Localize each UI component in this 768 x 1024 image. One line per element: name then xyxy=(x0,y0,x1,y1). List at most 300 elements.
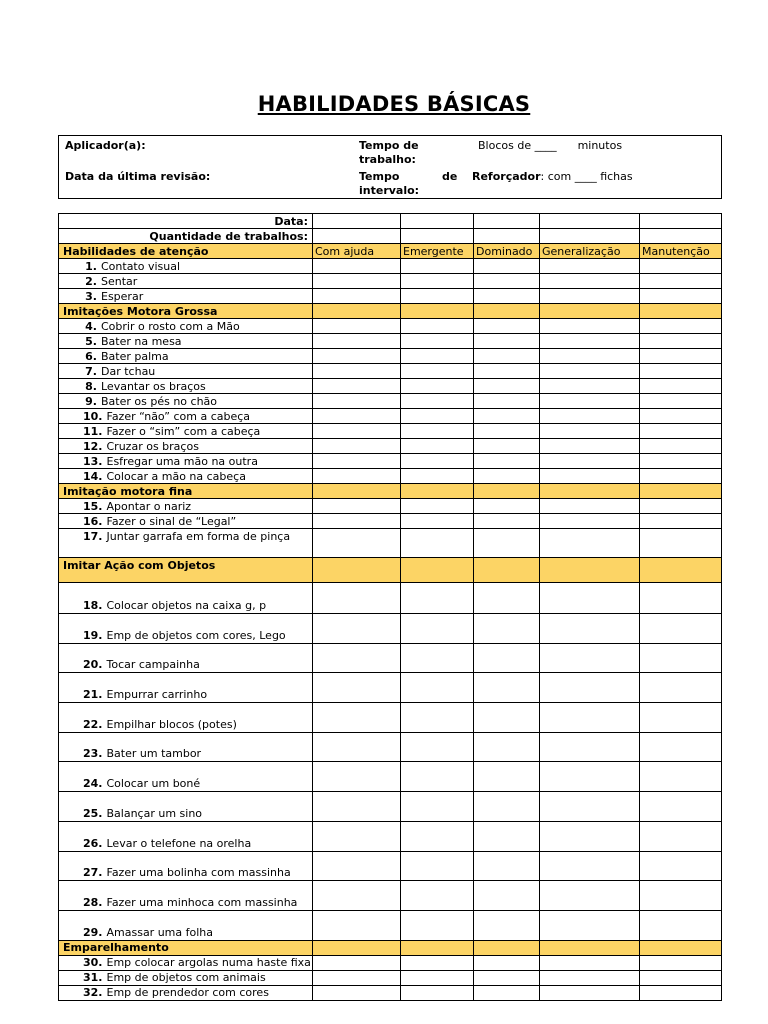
score-cell xyxy=(401,409,474,424)
skill-number: 14. xyxy=(83,469,103,483)
skill-label xyxy=(59,583,313,614)
table-row xyxy=(59,583,722,614)
score-cell xyxy=(640,732,722,762)
table-row xyxy=(59,643,722,673)
tempo-intervalo-label-b: de xyxy=(442,170,458,183)
score-cell xyxy=(640,424,722,439)
skill-label xyxy=(59,985,313,1000)
score-cell xyxy=(313,394,401,409)
skill-text: Fazer o “sim” com a cabeça xyxy=(106,424,261,438)
skill-text: Empurrar carrinho xyxy=(106,688,208,702)
table-row xyxy=(59,409,722,424)
score-cell xyxy=(640,514,722,529)
table-row xyxy=(59,499,722,514)
skill-number: 8. xyxy=(85,379,97,393)
score-cell xyxy=(401,910,474,940)
score-cell xyxy=(401,274,474,289)
score-cell xyxy=(540,349,640,364)
skill-number: 30. xyxy=(83,956,103,970)
skill-label xyxy=(59,274,313,289)
skill-text: Cruzar os braços xyxy=(106,439,199,453)
section-emparelhamento xyxy=(59,940,722,955)
score-cell xyxy=(540,484,640,499)
score-cell xyxy=(640,583,722,614)
score-cell xyxy=(540,583,640,614)
score-cell xyxy=(640,274,722,289)
score-cell xyxy=(401,529,474,558)
data-revisao-label: Data da última revisão: xyxy=(65,170,211,183)
table-row xyxy=(59,469,722,484)
score-cell xyxy=(313,379,401,394)
score-cell xyxy=(401,499,474,514)
skill-text: Bater palma xyxy=(101,349,169,363)
tempo-intervalo-label-c: intervalo: xyxy=(359,184,420,197)
table-row xyxy=(59,955,722,970)
table-row xyxy=(59,514,722,529)
score-cell xyxy=(474,762,540,792)
table-row xyxy=(59,274,722,289)
score-cell xyxy=(401,732,474,762)
skill-text: Levantar os braços xyxy=(101,379,206,393)
score-cell xyxy=(401,379,474,394)
score-cell xyxy=(474,703,540,733)
skill-text: Apontar o nariz xyxy=(106,499,192,513)
column-header: Com ajuda xyxy=(313,244,401,259)
score-cell xyxy=(540,558,640,583)
score-cell xyxy=(540,229,640,244)
skill-text: Contato visual xyxy=(101,259,181,273)
score-cell xyxy=(401,703,474,733)
score-cell xyxy=(640,439,722,454)
table-row xyxy=(59,910,722,940)
score-cell xyxy=(313,851,401,881)
score-cell xyxy=(313,499,401,514)
score-cell xyxy=(401,821,474,851)
table-row xyxy=(59,762,722,792)
score-cell xyxy=(401,229,474,244)
score-cell xyxy=(401,394,474,409)
score-cell xyxy=(540,703,640,733)
skill-number: 25. xyxy=(83,806,103,820)
score-cell xyxy=(474,274,540,289)
skill-number: 27. xyxy=(83,866,103,880)
score-cell xyxy=(401,851,474,881)
score-cell xyxy=(640,379,722,394)
column-header: Generalização xyxy=(540,244,640,259)
skill-text: Bater os pés no chão xyxy=(101,394,218,408)
section-label: Imitações Motora Grossa xyxy=(59,304,313,319)
score-cell xyxy=(540,364,640,379)
skill-number: 1. xyxy=(85,259,97,273)
skill-number: 17. xyxy=(83,530,103,543)
score-cell xyxy=(474,229,540,244)
score-cell xyxy=(540,955,640,970)
section-label: Imitar Ação com Objetos xyxy=(59,558,313,583)
table-row xyxy=(59,614,722,644)
table-row xyxy=(59,379,722,394)
score-cell xyxy=(401,955,474,970)
reforcador-label: Reforçador xyxy=(472,170,541,183)
score-cell xyxy=(540,940,640,955)
header-info-box xyxy=(58,135,722,199)
score-cell xyxy=(313,469,401,484)
skill-number: 6. xyxy=(85,349,97,363)
section-acao-objetos xyxy=(59,558,722,583)
skill-number: 9. xyxy=(85,394,97,408)
row-quantidade xyxy=(59,229,722,244)
column-header: Dominado xyxy=(474,244,540,259)
score-cell xyxy=(313,229,401,244)
skill-label xyxy=(59,364,313,379)
score-cell xyxy=(540,910,640,940)
score-cell xyxy=(474,558,540,583)
table-row xyxy=(59,364,722,379)
skill-label xyxy=(59,732,313,762)
score-cell xyxy=(474,792,540,822)
score-cell xyxy=(540,499,640,514)
score-cell xyxy=(401,304,474,319)
reforcador-text: : com ____ fichas xyxy=(540,170,633,183)
skill-label xyxy=(59,529,313,558)
tempo-trabalho-label: Tempo de trabalho: xyxy=(359,139,419,166)
skill-text: Empilhar blocos (potes) xyxy=(106,717,237,731)
skill-text: Cobrir o rosto com a Mão xyxy=(101,319,240,333)
score-cell xyxy=(474,529,540,558)
section-motora-fina xyxy=(59,484,722,499)
score-cell xyxy=(313,985,401,1000)
score-cell xyxy=(401,439,474,454)
skill-number: 16. xyxy=(83,514,103,528)
score-cell xyxy=(640,319,722,334)
skill-number: 21. xyxy=(83,688,103,702)
score-cell xyxy=(313,643,401,673)
score-cell xyxy=(313,214,401,229)
score-cell xyxy=(540,985,640,1000)
score-cell xyxy=(640,394,722,409)
skill-label xyxy=(59,821,313,851)
score-cell xyxy=(540,514,640,529)
score-cell xyxy=(474,289,540,304)
score-cell xyxy=(640,499,722,514)
score-cell xyxy=(474,732,540,762)
skill-number: 12. xyxy=(83,439,103,453)
page-title: HABILIDADES BÁSICAS xyxy=(257,92,531,116)
section-label: Imitação motora fina xyxy=(59,484,313,499)
table-row xyxy=(59,529,722,558)
score-cell xyxy=(313,732,401,762)
score-cell xyxy=(540,614,640,644)
table-row xyxy=(59,703,722,733)
score-cell xyxy=(640,762,722,792)
skill-text: Fazer o sinal de “Legal” xyxy=(106,514,237,528)
score-cell xyxy=(640,289,722,304)
score-cell xyxy=(474,910,540,940)
score-cell xyxy=(313,703,401,733)
score-cell xyxy=(540,673,640,703)
score-cell xyxy=(313,821,401,851)
skill-number: 11. xyxy=(83,424,103,438)
score-cell xyxy=(313,673,401,703)
score-cell xyxy=(401,469,474,484)
skill-number: 2. xyxy=(85,274,97,288)
skill-label xyxy=(59,289,313,304)
score-cell xyxy=(540,970,640,985)
score-cell xyxy=(540,334,640,349)
score-cell xyxy=(640,558,722,583)
score-cell xyxy=(401,514,474,529)
score-cell xyxy=(401,970,474,985)
row-data xyxy=(59,214,722,229)
table-row xyxy=(59,319,722,334)
score-cell xyxy=(313,349,401,364)
skill-label xyxy=(59,762,313,792)
blocos-field: Blocos de ____ minutos xyxy=(478,139,623,152)
score-cell xyxy=(474,583,540,614)
skill-label xyxy=(59,910,313,940)
score-cell xyxy=(474,379,540,394)
score-cell xyxy=(640,614,722,644)
score-cell xyxy=(640,304,722,319)
skill-number: 24. xyxy=(83,777,103,791)
score-cell xyxy=(640,673,722,703)
skill-text: Colocar objetos na caixa g, p xyxy=(106,599,267,612)
score-cell xyxy=(640,469,722,484)
row-data-label: Data: xyxy=(59,214,313,229)
skill-label xyxy=(59,703,313,733)
skill-number: 13. xyxy=(83,454,103,468)
skill-text: Levar o telefone na orelha xyxy=(106,836,252,850)
skill-number: 31. xyxy=(83,971,103,985)
score-cell xyxy=(540,454,640,469)
score-cell xyxy=(401,454,474,469)
score-cell xyxy=(540,319,640,334)
score-cell xyxy=(401,289,474,304)
score-cell xyxy=(474,955,540,970)
score-cell xyxy=(474,851,540,881)
score-cell xyxy=(313,614,401,644)
table-row xyxy=(59,673,722,703)
score-cell xyxy=(474,259,540,274)
skills-table xyxy=(58,213,722,1001)
score-cell xyxy=(640,792,722,822)
table-row xyxy=(59,259,722,274)
score-cell xyxy=(474,514,540,529)
score-cell xyxy=(401,364,474,379)
score-cell xyxy=(540,409,640,424)
score-cell xyxy=(640,955,722,970)
score-cell xyxy=(474,614,540,644)
skill-number: 29. xyxy=(83,925,103,939)
score-cell xyxy=(313,762,401,792)
skill-number: 15. xyxy=(83,499,103,513)
score-cell xyxy=(640,703,722,733)
score-cell xyxy=(401,558,474,583)
score-cell xyxy=(401,424,474,439)
score-cell xyxy=(401,583,474,614)
skill-text: Esperar xyxy=(101,289,144,303)
score-cell xyxy=(540,469,640,484)
score-cell xyxy=(313,454,401,469)
score-cell xyxy=(313,334,401,349)
skill-label xyxy=(59,955,313,970)
skill-label xyxy=(59,439,313,454)
skill-text: Balançar um sino xyxy=(106,806,203,820)
table-row xyxy=(59,970,722,985)
score-cell xyxy=(640,364,722,379)
score-cell xyxy=(474,394,540,409)
skill-text: Colocar a mão na cabeça xyxy=(106,469,246,483)
skill-label xyxy=(59,970,313,985)
score-cell xyxy=(540,792,640,822)
score-cell xyxy=(540,214,640,229)
table-row xyxy=(59,851,722,881)
skill-label xyxy=(59,454,313,469)
score-cell xyxy=(401,985,474,1000)
score-cell xyxy=(474,673,540,703)
table-row xyxy=(59,424,722,439)
column-header: Emergente xyxy=(401,244,474,259)
skill-number: 4. xyxy=(85,319,97,333)
score-cell xyxy=(640,334,722,349)
score-cell xyxy=(474,970,540,985)
score-cell xyxy=(313,514,401,529)
score-cell xyxy=(313,881,401,911)
skill-number: 23. xyxy=(83,747,103,761)
score-cell xyxy=(313,910,401,940)
table-row xyxy=(59,439,722,454)
score-cell xyxy=(401,762,474,792)
score-cell xyxy=(540,821,640,851)
score-cell xyxy=(401,792,474,822)
score-cell xyxy=(640,454,722,469)
skill-label xyxy=(59,379,313,394)
column-header: Manutenção xyxy=(640,244,722,259)
skill-label xyxy=(59,881,313,911)
score-cell xyxy=(474,424,540,439)
skill-text: Colocar um boné xyxy=(106,777,201,791)
row-quantidade-label: Quantidade de trabalhos: xyxy=(59,229,313,244)
skill-label xyxy=(59,643,313,673)
table-row xyxy=(59,394,722,409)
skill-number: 19. xyxy=(83,628,103,642)
skill-number: 7. xyxy=(85,364,97,378)
score-cell xyxy=(401,673,474,703)
score-cell xyxy=(540,274,640,289)
score-cell xyxy=(540,732,640,762)
skill-text: Tocar campainha xyxy=(106,658,200,672)
score-cell xyxy=(401,259,474,274)
score-cell xyxy=(540,394,640,409)
score-cell xyxy=(540,439,640,454)
skill-text: Esfregar uma mão na outra xyxy=(106,454,258,468)
skill-label xyxy=(59,319,313,334)
score-cell xyxy=(640,881,722,911)
skill-text: Emp de objetos com animais xyxy=(106,971,266,985)
score-cell xyxy=(313,792,401,822)
score-cell xyxy=(540,881,640,911)
score-cell xyxy=(540,643,640,673)
score-cell xyxy=(540,762,640,792)
score-cell xyxy=(474,319,540,334)
score-cell xyxy=(474,334,540,349)
skill-label xyxy=(59,673,313,703)
section-atencao xyxy=(59,244,722,259)
score-cell xyxy=(313,424,401,439)
score-cell xyxy=(640,349,722,364)
score-cell xyxy=(640,851,722,881)
score-cell xyxy=(313,319,401,334)
score-cell xyxy=(401,214,474,229)
skill-number: 22. xyxy=(83,717,103,731)
score-cell xyxy=(474,821,540,851)
score-cell xyxy=(640,821,722,851)
skill-text: Emp de objetos com cores, Lego xyxy=(106,628,286,642)
aplicador-label: Aplicador(a): xyxy=(65,139,146,152)
score-cell xyxy=(640,529,722,558)
score-cell xyxy=(313,970,401,985)
skill-text: Bater um tambor xyxy=(106,747,202,761)
score-cell xyxy=(474,409,540,424)
score-cell xyxy=(474,304,540,319)
score-cell xyxy=(540,424,640,439)
skill-label xyxy=(59,469,313,484)
reforcador-field xyxy=(472,170,633,184)
score-cell xyxy=(474,881,540,911)
score-cell xyxy=(640,214,722,229)
score-cell xyxy=(401,881,474,911)
skill-number: 32. xyxy=(83,986,103,1000)
score-cell xyxy=(313,259,401,274)
score-cell xyxy=(540,304,640,319)
skill-label xyxy=(59,499,313,514)
score-cell xyxy=(540,851,640,881)
score-cell xyxy=(401,484,474,499)
score-cell xyxy=(313,409,401,424)
skill-text: Sentar xyxy=(101,274,138,288)
skill-number: 3. xyxy=(85,289,97,303)
skill-text: Juntar garrafa em forma de pinça xyxy=(106,530,291,543)
score-cell xyxy=(474,349,540,364)
score-cell xyxy=(313,940,401,955)
table-row xyxy=(59,821,722,851)
skill-label xyxy=(59,394,313,409)
score-cell xyxy=(313,364,401,379)
score-cell xyxy=(313,484,401,499)
skill-label xyxy=(59,424,313,439)
skill-label xyxy=(59,349,313,364)
score-cell xyxy=(474,214,540,229)
table-row xyxy=(59,792,722,822)
tempo-intervalo-label-a: Tempo xyxy=(359,170,400,183)
score-cell xyxy=(640,259,722,274)
table-row xyxy=(59,985,722,1000)
section-label: Habilidades de atenção xyxy=(59,244,313,259)
table-row xyxy=(59,454,722,469)
skill-text: Fazer uma minhoca com massinha xyxy=(106,895,298,909)
skill-number: 10. xyxy=(83,409,103,423)
score-cell xyxy=(474,454,540,469)
score-cell xyxy=(474,940,540,955)
skill-text: Emp colocar argolas numa haste fixa xyxy=(106,956,311,970)
score-cell xyxy=(540,379,640,394)
score-cell xyxy=(540,289,640,304)
table-row xyxy=(59,289,722,304)
score-cell xyxy=(540,259,640,274)
skill-text: Bater na mesa xyxy=(101,334,182,348)
section-motora-grossa xyxy=(59,304,722,319)
skill-number: 28. xyxy=(83,895,103,909)
score-cell xyxy=(474,643,540,673)
